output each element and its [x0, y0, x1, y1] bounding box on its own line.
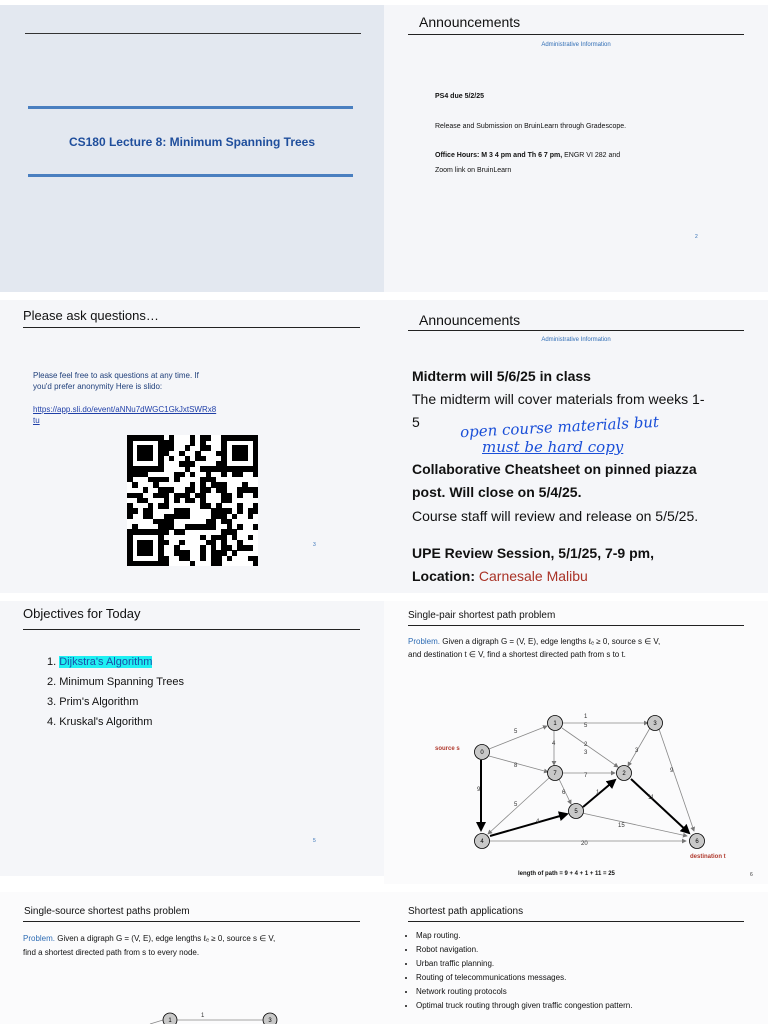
svg-text:1: 1	[168, 1018, 172, 1024]
svg-text:1: 1	[596, 790, 600, 796]
qr-module	[242, 456, 248, 462]
office-hours-rest: ENGR VI 282 and	[562, 152, 621, 159]
qr-module	[179, 540, 185, 546]
midterm-date: Midterm will 5/6/25 in class	[412, 368, 591, 384]
qr-module	[211, 524, 217, 530]
qr-module	[190, 498, 196, 504]
svg-text:4: 4	[552, 741, 556, 747]
slide-subheading: Administrative Information	[541, 337, 611, 343]
problem-text: Given a digraph G = (V, E), edge lengths ℓₑ ≥ 0, source s ∈ V,	[440, 637, 661, 646]
svg-text:1: 1	[201, 1013, 205, 1019]
qr-module	[248, 535, 254, 541]
qr-module	[164, 561, 170, 567]
release-info: Release and Submission on BruinLearn through Gradescope.	[435, 123, 627, 130]
qr-module	[200, 556, 206, 562]
office-hours-bold: Office Hours: M 3 4 pm and Th 6 7 pm,	[435, 152, 563, 159]
slide-applications	[384, 892, 768, 1024]
qr-module	[143, 487, 149, 493]
page-number: 6	[750, 872, 753, 878]
slide-announcements-1	[384, 5, 768, 292]
slide-announcements-2	[384, 300, 768, 593]
shortest-path-graph	[384, 601, 768, 884]
objective-item-3: 3. Prim's Algorithm	[47, 696, 139, 708]
handwritten-note-2: must be hard copy	[482, 438, 624, 456]
svg-text:7: 7	[553, 771, 557, 777]
source-label: source s	[435, 746, 460, 752]
svg-text:5: 5	[514, 802, 518, 808]
lecture-title: CS180 Lecture 8: Minimum Spanning Trees	[68, 135, 316, 149]
slide-subheading: Administrative Information	[541, 42, 611, 48]
slide-heading: Objectives for Today	[23, 606, 141, 621]
slide-heading: Single-pair shortest path problem	[408, 610, 556, 621]
qr-module	[127, 514, 133, 520]
staff-review: Course staff will review and release on 5/5/25.	[412, 508, 699, 524]
svg-text:0: 0	[480, 750, 484, 756]
qr-module	[248, 514, 254, 520]
slide-heading: Single-source shortest paths problem	[24, 906, 190, 917]
slide-heading: Announcements	[419, 312, 521, 328]
qr-module	[237, 524, 243, 530]
qr-module	[232, 550, 238, 556]
cheatsheet-info-1: Collaborative Cheatsheet on pinned piazza	[412, 461, 697, 477]
cheatsheet-info-2: post. Will close on 5/4/25.	[412, 484, 582, 500]
svg-text:11: 11	[648, 795, 655, 801]
qr-module	[179, 529, 185, 535]
slido-link-end[interactable]: tu	[33, 416, 40, 425]
qr-module	[237, 493, 243, 499]
objective-label: Dijkstra's Algorithm	[59, 656, 153, 668]
qr-module	[164, 540, 170, 546]
list-item: • Map routing.	[416, 929, 632, 943]
qr-module	[132, 508, 138, 514]
slide-heading: Please ask questions…	[23, 308, 159, 323]
qr-module	[190, 561, 196, 567]
qr-module	[164, 477, 170, 483]
midterm-coverage: The midterm will cover materials from weeks 1-	[412, 391, 705, 407]
office-hours	[435, 152, 620, 159]
svg-text:3: 3	[635, 748, 639, 754]
problem-statement-2: find a shortest directed path from s to every node.	[23, 948, 200, 957]
questions-text-1: Please feel free to ask questions at any time. If	[33, 371, 199, 380]
qr-module	[148, 550, 154, 556]
svg-text:3: 3	[584, 750, 588, 756]
qr-module	[237, 508, 243, 514]
qr-module	[190, 461, 196, 467]
slido-link[interactable]: https://app.sli.do/event/aNNu7dWGC1GkJxtSWRx8	[33, 405, 217, 414]
qr-module	[174, 498, 180, 504]
qr-module	[200, 456, 206, 462]
svg-text:4: 4	[536, 819, 540, 825]
objective-item-1: 1. Dijkstra's Algorithm	[47, 656, 153, 668]
svg-text:5: 5	[584, 723, 588, 729]
slide-title	[0, 5, 384, 292]
location-value: Carnesale Malibu	[478, 568, 588, 584]
svg-text:5: 5	[574, 809, 578, 815]
qr-module	[174, 477, 180, 483]
objective-item-2: 2. Minimum Spanning Trees	[47, 676, 184, 688]
qr-module	[169, 456, 175, 462]
qr-module	[190, 472, 196, 478]
svg-text:3: 3	[653, 721, 657, 727]
qr-code[interactable]	[127, 435, 258, 566]
destination-label: destination t	[690, 854, 726, 860]
list-item: • Urban traffic planning.	[416, 957, 632, 971]
qr-module	[132, 482, 138, 488]
svg-text:15: 15	[618, 823, 625, 829]
problem-text: Given a digraph G = (V, E), edge lengths ℓₑ ≥ 0, source s ∈ V,	[55, 934, 276, 943]
svg-text:6: 6	[562, 790, 566, 796]
page-number: 2	[695, 234, 698, 240]
objective-label: Minimum Spanning Trees	[59, 676, 184, 688]
objective-label: Prim's Algorithm	[59, 696, 139, 708]
problem-label: Problem.	[408, 637, 441, 646]
objective-item-4: 4. Kruskal's Algorithm	[47, 716, 153, 728]
qr-module	[148, 456, 154, 462]
slide-single-source	[0, 892, 384, 1024]
list-item: • Optimal truck routing through given traffic congestion pattern.	[416, 999, 632, 1013]
svg-text:9: 9	[477, 787, 481, 793]
questions-text-2: you'd prefer anonymity Here is slido:	[33, 382, 163, 391]
qr-module	[190, 440, 196, 446]
problem-label: Problem.	[23, 934, 56, 943]
svg-text:2: 2	[622, 771, 626, 777]
list-item: • Network routing protocols	[416, 985, 632, 999]
qr-module	[169, 445, 175, 451]
qr-module	[221, 472, 227, 478]
list-item: • Routing of telecommunications messages.	[416, 971, 632, 985]
qr-module	[206, 487, 212, 493]
ps-due: PS4 due 5/2/25	[435, 93, 485, 100]
list-item: • Robot navigation.	[416, 943, 632, 957]
problem-statement-2: and destination t ∈ V, find a shortest directed path from s to t.	[408, 650, 626, 659]
qr-module	[158, 466, 164, 472]
svg-text:7: 7	[584, 773, 588, 779]
qr-module	[253, 508, 259, 514]
svg-text:2: 2	[584, 742, 588, 748]
qr-module	[206, 445, 212, 451]
graph-fragment	[0, 892, 384, 1024]
svg-text:5: 5	[514, 729, 518, 735]
location	[412, 568, 588, 584]
location-label: Location:	[412, 568, 479, 584]
svg-text:8: 8	[514, 763, 518, 769]
svg-text:4: 4	[480, 839, 484, 845]
qr-module	[253, 493, 259, 499]
qr-module	[227, 556, 233, 562]
qr-module	[232, 514, 238, 520]
slide-heading: Announcements	[419, 14, 521, 30]
path-length-caption: length of path = 9 + 4 + 1 + 11 = 25	[518, 871, 615, 877]
objective-label: Kruskal's Algorithm	[59, 716, 153, 728]
qr-module	[237, 472, 243, 478]
svg-text:1: 1	[553, 721, 557, 727]
svg-text:20: 20	[581, 841, 588, 847]
upe-session: UPE Review Session, 5/1/25, 7-9 pm,	[412, 545, 654, 561]
slide-heading: Shortest path applications	[408, 906, 524, 917]
page-number: 3	[313, 542, 316, 548]
qr-module	[185, 514, 191, 520]
qr-module	[253, 561, 259, 567]
qr-module	[164, 503, 170, 509]
midterm-coverage-end: 5	[412, 414, 420, 430]
qr-module	[253, 524, 259, 530]
qr-module	[227, 498, 233, 504]
qr-module	[216, 561, 222, 567]
qr-module	[179, 472, 185, 478]
slide-objectives	[0, 601, 384, 876]
applications-list	[402, 929, 632, 1013]
svg-text:1: 1	[584, 714, 588, 720]
handwritten-note-1: open course materials but	[459, 412, 660, 442]
qr-module	[206, 435, 212, 441]
svg-text:3: 3	[268, 1018, 272, 1024]
qr-module	[253, 472, 259, 478]
zoom-info: Zoom link on BruinLearn	[435, 167, 512, 174]
qr-module	[164, 529, 170, 535]
page-number: 5	[313, 838, 316, 844]
svg-text:9: 9	[670, 768, 674, 774]
qr-module	[185, 445, 191, 451]
qr-module	[248, 545, 254, 551]
svg-text:6: 6	[695, 839, 699, 845]
